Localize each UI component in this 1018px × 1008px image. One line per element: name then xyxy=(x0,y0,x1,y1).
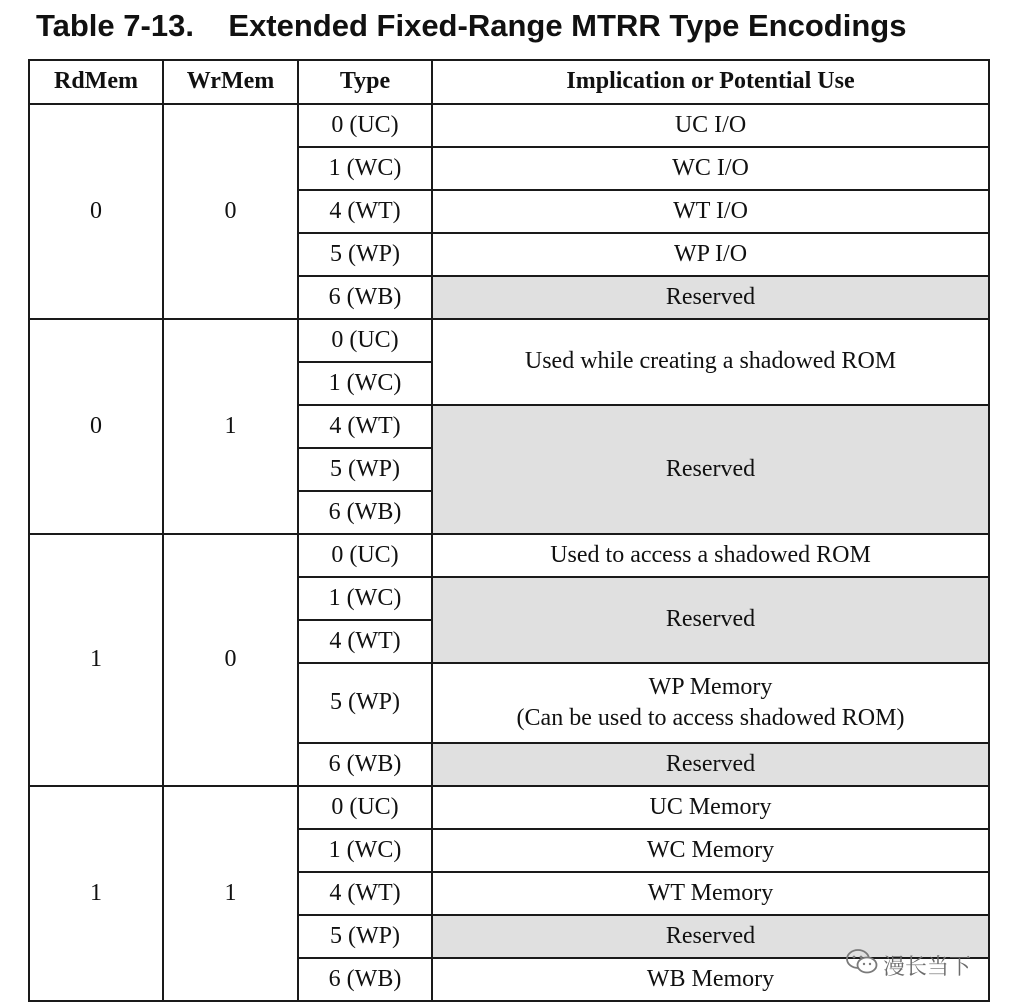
rdmem-cell: 0 xyxy=(29,104,163,319)
type-cell: 0 (UC) xyxy=(298,534,432,577)
reserved-cell: Reserved xyxy=(432,577,989,663)
type-cell: 1 (WC) xyxy=(298,829,432,872)
header-wrmem: WrMem xyxy=(163,60,298,104)
use-cell: Used to access a shadowed ROM xyxy=(432,534,989,577)
reserved-cell: Reserved xyxy=(432,276,989,319)
rdmem-cell: 0 xyxy=(29,319,163,534)
use-cell: WC Memory xyxy=(432,829,989,872)
table-row xyxy=(29,319,989,362)
reserved-cell: Reserved xyxy=(432,915,989,958)
type-cell: 4 (WT) xyxy=(298,872,432,915)
type-cell: 6 (WB) xyxy=(298,491,432,534)
type-cell: 4 (WT) xyxy=(298,190,432,233)
mtrr-type-encodings-table xyxy=(28,59,990,1002)
watermark xyxy=(845,948,971,982)
header-implication: Implication or Potential Use xyxy=(432,60,989,104)
type-cell: 6 (WB) xyxy=(298,743,432,786)
table-row xyxy=(29,786,989,829)
use-cell: WT I/O xyxy=(432,190,989,233)
type-cell: 0 (UC) xyxy=(298,104,432,147)
type-cell: 4 (WT) xyxy=(298,405,432,448)
use-cell-line: (Can be used to access shadowed ROM) xyxy=(516,705,905,731)
rdmem-cell: 1 xyxy=(29,534,163,786)
header-type: Type xyxy=(298,60,432,104)
use-cell: UC I/O xyxy=(432,104,989,147)
rdmem-cell: 1 xyxy=(29,786,163,1001)
table-row xyxy=(29,534,989,577)
type-cell: 5 (WP) xyxy=(298,448,432,491)
wrmem-cell: 0 xyxy=(163,104,298,319)
type-cell: 0 (UC) xyxy=(298,786,432,829)
use-cell: WB Memory xyxy=(432,958,989,1001)
use-cell: WT Memory xyxy=(432,872,989,915)
use-cell-line: WP Memory xyxy=(648,673,773,700)
type-cell: 6 (WB) xyxy=(298,958,432,1001)
table-title: Table 7-13. Extended Fixed-Range MTRR Type Encodings xyxy=(36,8,907,43)
type-cell: 1 (WC) xyxy=(298,362,432,405)
header-rdmem: RdMem xyxy=(29,60,163,104)
watermark-text: 漫长当下 xyxy=(883,954,972,980)
wrmem-cell: 1 xyxy=(163,786,298,1001)
use-cell xyxy=(432,663,989,743)
reserved-cell: Reserved xyxy=(432,743,989,786)
wrmem-cell: 0 xyxy=(163,534,298,786)
header-row xyxy=(29,60,989,104)
type-cell: 5 (WP) xyxy=(298,663,432,743)
use-cell: WC I/O xyxy=(432,147,989,190)
type-cell: 4 (WT) xyxy=(298,620,432,663)
wrmem-cell: 1 xyxy=(163,319,298,534)
use-cell: UC Memory xyxy=(432,786,989,829)
use-cell: WP I/O xyxy=(432,233,989,276)
type-cell: 1 (WC) xyxy=(298,577,432,620)
wechat-icon xyxy=(845,948,879,982)
table-row xyxy=(29,104,989,147)
type-cell: 0 (UC) xyxy=(298,319,432,362)
type-cell: 5 (WP) xyxy=(298,233,432,276)
reserved-cell: Reserved xyxy=(432,405,989,534)
use-cell: Used while creating a shadowed ROM xyxy=(432,319,989,405)
type-cell: 5 (WP) xyxy=(298,915,432,958)
type-cell: 1 (WC) xyxy=(298,147,432,190)
type-cell: 6 (WB) xyxy=(298,276,432,319)
